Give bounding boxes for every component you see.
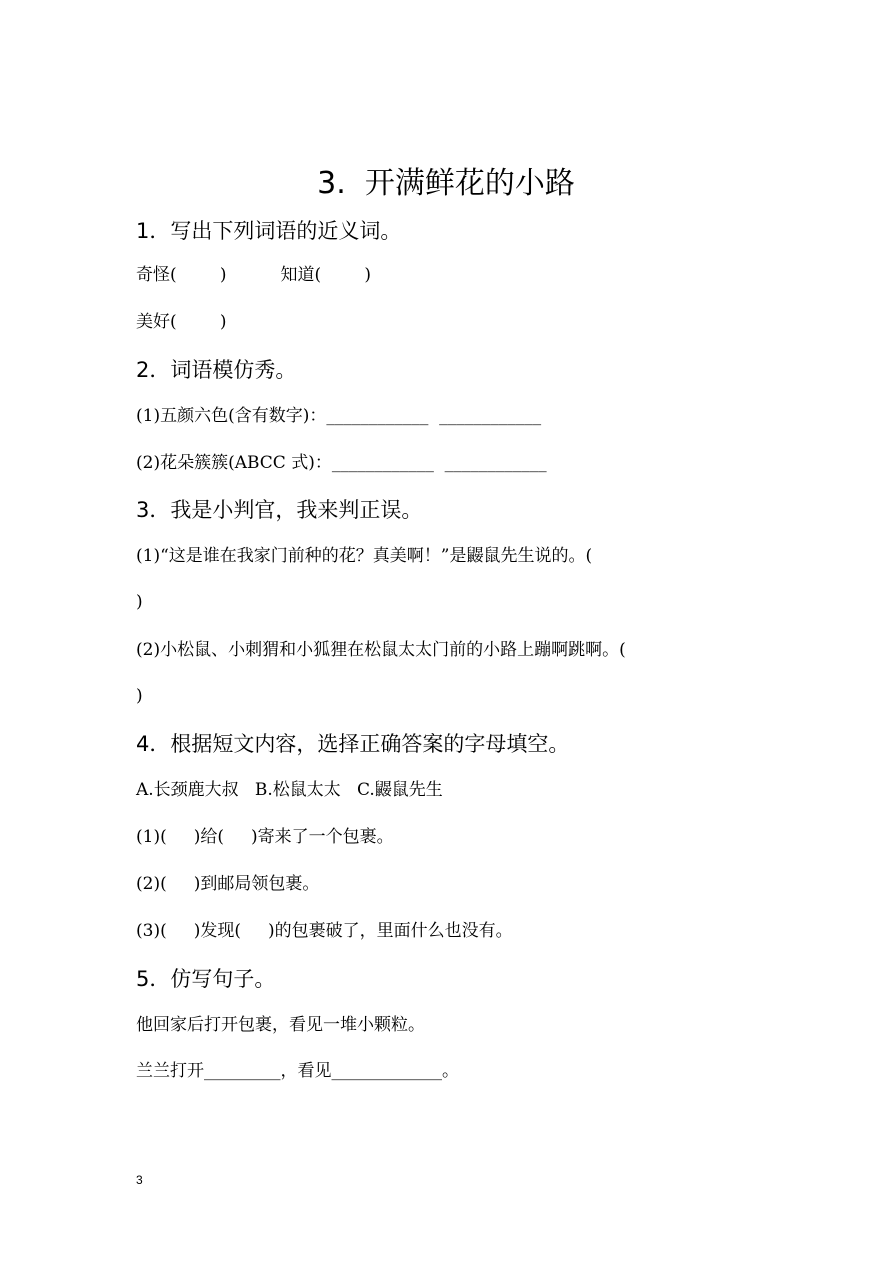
section-1-heading: 1．写出下列词语的近义词。 bbox=[136, 219, 402, 243]
section-4-line-3: (3)( )发现( )的包裹破了，里面什么也没有。 bbox=[136, 921, 513, 941]
section-3-line-2: ) bbox=[136, 592, 143, 612]
section-2-line-1: (1)五颜六色(含有数字)：____________ ____________ bbox=[136, 406, 542, 426]
section-5-heading: 5．仿写句子。 bbox=[136, 967, 276, 991]
section-3-line-4: ) bbox=[136, 686, 143, 706]
section-2-line-2: (2)花朵簇簇(ABCC 式)：____________ ____________ bbox=[136, 453, 547, 473]
page-title: 3. 开满鲜花的小路 bbox=[317, 166, 575, 201]
section-4-options: A.长颈鹿大叔 B.松鼠太太 C.鼹鼠先生 bbox=[136, 780, 443, 800]
section-1-line-1: 奇怪( ) 知道( ) bbox=[136, 265, 372, 285]
section-3-line-1: (1)“这是谁在我家门前种的花？真美啊！”是鼹鼠先生说的。( bbox=[136, 546, 593, 566]
page-number: 3 bbox=[136, 1173, 143, 1187]
section-4-heading: 4．根据短文内容，选择正确答案的字母填空。 bbox=[136, 732, 570, 756]
section-2-heading: 2．词语模仿秀。 bbox=[136, 358, 297, 382]
section-1-line-2: 美好( ) bbox=[136, 312, 227, 332]
section-3-heading: 3．我是小判官，我来判正误。 bbox=[136, 498, 423, 522]
section-4-line-1: (1)( )给( )寄来了一个包裹。 bbox=[136, 827, 394, 847]
section-4-line-2: (2)( )到邮局领包裹。 bbox=[136, 874, 320, 894]
section-5-example: 他回家后打开包裹，看见一堆小颗粒。 bbox=[136, 1015, 425, 1035]
section-5-exercise: 兰兰打开_________，看见_____________。 bbox=[136, 1061, 459, 1081]
section-3-line-3: (2)小松鼠、小刺猬和小狐狸在松鼠太太门前的小路上蹦啊跳啊。( bbox=[136, 640, 626, 660]
